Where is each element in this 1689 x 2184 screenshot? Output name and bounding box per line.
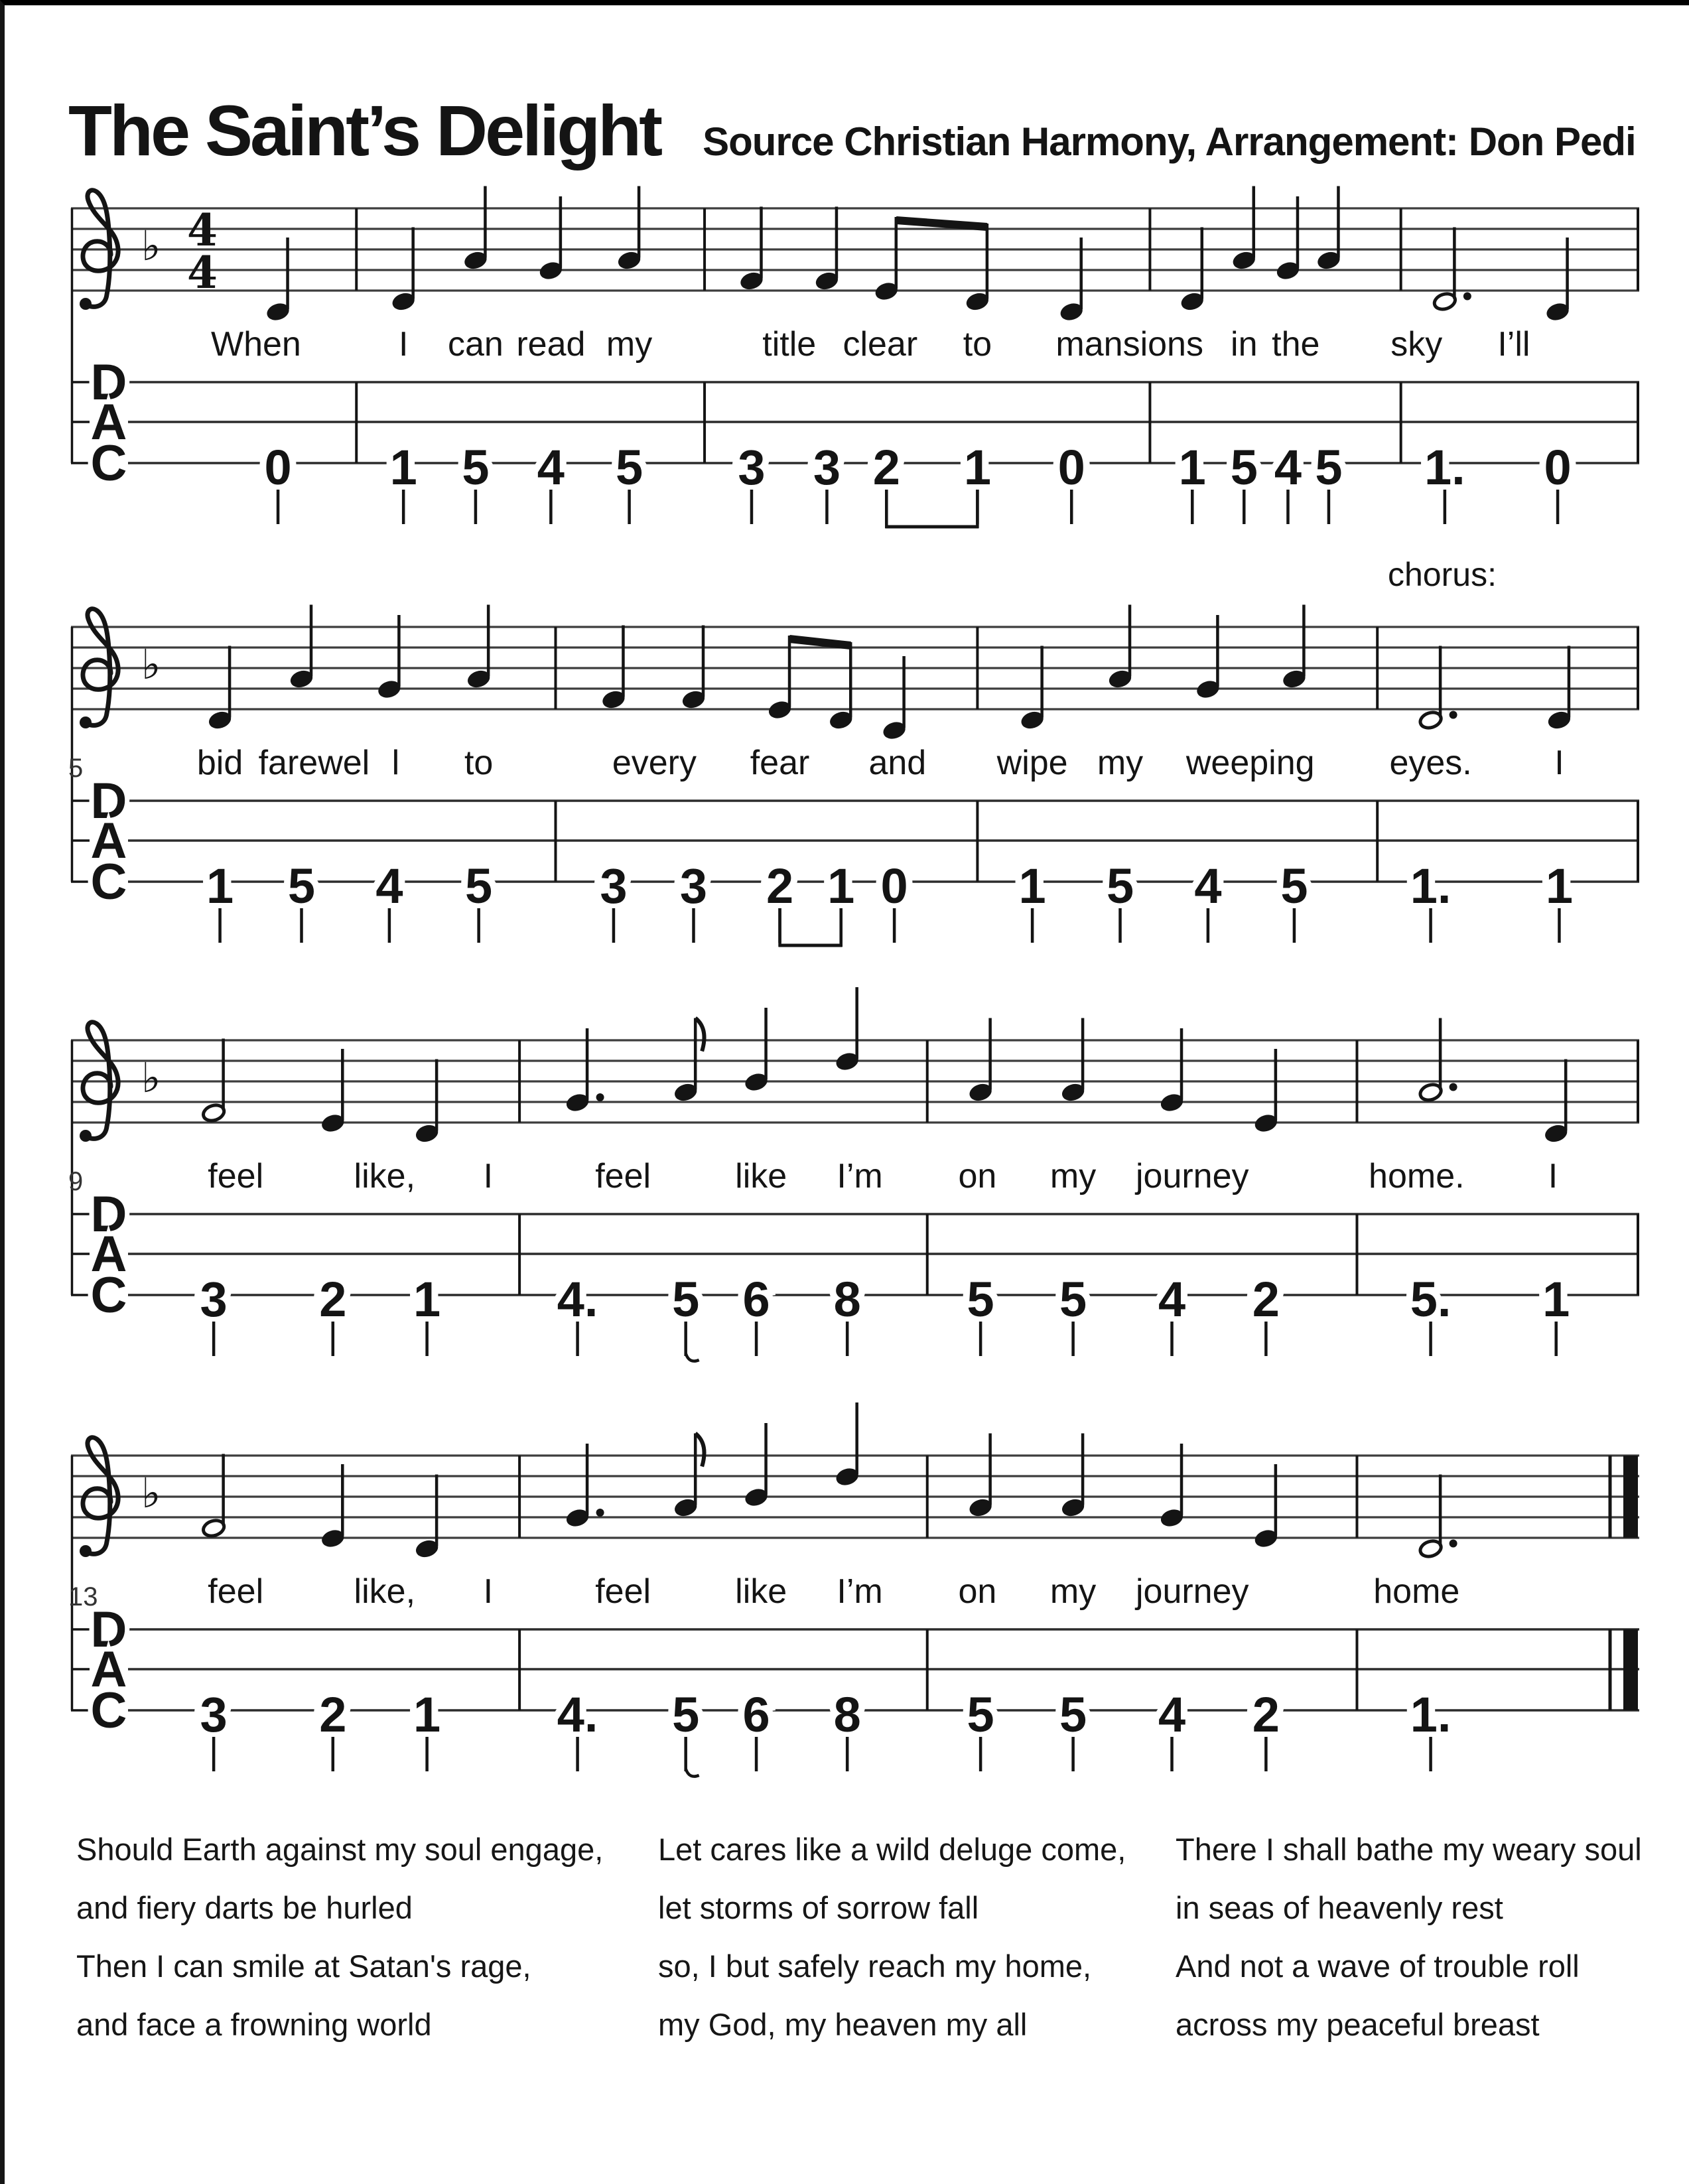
measure-number: 9 — [68, 1167, 84, 1196]
tab-number: 8 — [833, 1272, 861, 1327]
lyric-word: my — [1049, 1572, 1097, 1611]
lyric-word: home. — [1369, 1157, 1465, 1195]
lyric-word: home — [1373, 1572, 1460, 1611]
lyric-word: When — [211, 325, 301, 364]
verse-line: Then I can smile at Satan's rage, — [76, 1948, 531, 1984]
tab-number: 4 — [1158, 1687, 1186, 1742]
tab-number: 4 — [1158, 1272, 1186, 1327]
tab-number: 1 — [1018, 858, 1046, 914]
flat-icon: ♭ — [141, 1054, 161, 1102]
tab-number: 5 — [967, 1687, 994, 1742]
chorus-label: chorus: — [1388, 556, 1497, 593]
tab-number: 1. — [1410, 1687, 1452, 1742]
augmentation-dot — [596, 1093, 604, 1101]
tab-string-label: D — [90, 1186, 127, 1243]
lyric-word: farewel — [258, 744, 370, 782]
system-2 — [68, 556, 1639, 947]
tab-number: 1 — [413, 1272, 441, 1327]
lyric-word: journey — [1135, 1157, 1249, 1195]
verse-line: and face a frowning world — [76, 2007, 432, 2042]
note — [744, 1008, 769, 1093]
tab-number: 4 — [375, 858, 403, 914]
tab-number: 1 — [827, 858, 855, 914]
lyric-word: bid — [196, 744, 243, 782]
lyric-word: clear — [843, 325, 918, 364]
lyric-word: like, — [354, 1157, 416, 1195]
lyric-word: journey — [1135, 1572, 1249, 1611]
tab-number: 5 — [616, 440, 643, 495]
tab-number: 0 — [1057, 440, 1085, 495]
tab-number: 3 — [600, 858, 628, 914]
lyric-word: title — [762, 325, 817, 364]
tab-number: 5. — [1410, 1272, 1452, 1327]
lyric-word: I — [1554, 744, 1564, 782]
lyric-word: to — [464, 744, 494, 782]
tab-number: 0 — [264, 440, 292, 495]
augmentation-dot — [1450, 711, 1457, 719]
verse-line: my God, my heaven my all — [658, 2007, 1028, 2042]
tab-number: 5 — [1059, 1687, 1087, 1742]
note — [835, 987, 860, 1072]
verse-column-2 — [658, 1820, 1126, 2054]
tab-number: 1. — [1424, 440, 1465, 495]
lyric-word: my — [1049, 1157, 1097, 1195]
tab-number: 2 — [872, 440, 900, 495]
tab-number: 3 — [200, 1272, 228, 1327]
tab-number: 1 — [1545, 858, 1574, 914]
verse-line: Let cares like a wild deluge come, — [658, 1832, 1126, 1867]
lyric-word: eyes. — [1389, 744, 1472, 782]
title-bar — [68, 89, 1636, 172]
lyric-word: feel — [595, 1157, 651, 1195]
lyric-word: weeping — [1185, 744, 1315, 782]
lyric-word: feel — [208, 1572, 264, 1611]
tab-number: 1 — [1178, 440, 1206, 495]
verse-line: Should Earth against my soul engage, — [76, 1832, 604, 1867]
lyric-word: fear — [750, 744, 810, 782]
tab-string-label: C — [90, 1682, 127, 1739]
tab-number: 6 — [742, 1272, 770, 1327]
treble-clef-icon — [80, 1545, 92, 1557]
verse-line: There I shall bathe my weary soul — [1176, 1832, 1642, 1867]
strum-eighth-flag — [686, 1353, 699, 1361]
tab-string-label: A — [90, 813, 127, 869]
time-signature-bottom: 4 — [187, 247, 218, 299]
note — [965, 224, 990, 312]
lyric-word: feel — [595, 1572, 651, 1611]
tab-number: 6 — [742, 1687, 770, 1742]
tab-number: 4. — [557, 1272, 598, 1327]
lyric-word: like — [735, 1157, 787, 1195]
tab-number: 1. — [1410, 858, 1452, 914]
tab-number: 5 — [1106, 858, 1134, 914]
lyric-word: in — [1231, 325, 1258, 364]
tab-number: 4. — [557, 1687, 598, 1742]
tab-number: 5 — [1230, 440, 1258, 495]
lyric-word: I — [1548, 1157, 1558, 1195]
lyric-word: I — [483, 1157, 494, 1195]
lyric-word: I — [398, 325, 409, 364]
treble-clef-icon — [80, 717, 92, 728]
verse-column-1 — [76, 1820, 603, 2054]
tab-number: 4 — [1274, 440, 1302, 495]
lyric-word: l — [391, 744, 400, 782]
lyric-word: and — [868, 744, 927, 782]
lyric-word: my — [606, 325, 653, 364]
verse-line: let storms of sorrow fall — [658, 1890, 979, 1925]
note — [835, 1402, 860, 1487]
lyric-word: to — [963, 325, 992, 364]
tab-number: 5 — [287, 858, 316, 914]
tab-string-label: C — [90, 1267, 127, 1324]
tab-number: 5 — [1315, 440, 1343, 495]
tab-string-label: A — [90, 1641, 127, 1698]
lyric-word: wipe — [996, 744, 1068, 782]
lyric-word: feel — [208, 1157, 264, 1195]
eighth-beam — [789, 639, 850, 646]
tab-number: 5 — [1280, 858, 1308, 914]
final-thick-barline — [1623, 1629, 1638, 1710]
tab-number: 1 — [963, 440, 991, 495]
augmentation-dot — [1450, 1540, 1457, 1548]
lyric-word: I’m — [837, 1157, 883, 1195]
tab-number: 1 — [413, 1687, 441, 1742]
lyric-word: the — [1272, 325, 1320, 364]
tab-number: 2 — [319, 1272, 347, 1327]
tab-number: 3 — [679, 858, 708, 914]
verse-line: And not a wave of trouble roll — [1176, 1948, 1580, 1984]
augmentation-dot — [1450, 1083, 1457, 1091]
lyric-word: on — [958, 1157, 997, 1195]
tab-number: 1 — [389, 440, 417, 495]
system-4 — [68, 1402, 1639, 1777]
tab-number: 1 — [206, 858, 234, 914]
treble-clef-icon — [80, 1130, 92, 1142]
tab-number: 2 — [766, 858, 794, 914]
tab-number: 2 — [1252, 1687, 1280, 1742]
tab-string-label: C — [90, 435, 127, 492]
tab-number: 5 — [967, 1272, 994, 1327]
system-3 — [68, 987, 1639, 1361]
lyric-word: like, — [354, 1572, 416, 1611]
lyric-word: on — [958, 1572, 997, 1611]
verse-line: so, I but safely reach my home, — [658, 1948, 1092, 1984]
tab-number: 8 — [833, 1687, 861, 1742]
tab-number: 0 — [880, 858, 908, 914]
final-thick-barline — [1623, 1456, 1638, 1538]
page-subtitle: Source Christian Harmony, Arrangement: Don Pedi — [703, 119, 1636, 164]
lyric-word: sky — [1390, 325, 1443, 364]
tab-number: 5 — [672, 1687, 700, 1742]
note — [828, 642, 853, 731]
lyric-word: read — [516, 325, 586, 364]
page-title: The Saint’s Delight — [68, 90, 661, 171]
lyric-word: I’ll — [1497, 325, 1530, 364]
tab-number: 4 — [1194, 858, 1222, 914]
tab-string-label: D — [90, 773, 127, 829]
treble-clef-icon — [80, 298, 92, 310]
tab-string-label: D — [90, 354, 127, 411]
lyric-word: can — [447, 325, 504, 364]
lyric-word: like — [735, 1572, 787, 1611]
lyric-word: every — [612, 744, 697, 782]
tab-number: 5 — [1059, 1272, 1087, 1327]
eighth-beam — [896, 220, 987, 227]
tab-number: 2 — [319, 1687, 347, 1742]
tab-string-label: A — [90, 394, 127, 450]
strum-eighth-flag — [686, 1769, 699, 1777]
augmentation-dot — [596, 1509, 604, 1517]
flat-icon: ♭ — [141, 1469, 161, 1517]
tab-number: 5 — [672, 1272, 700, 1327]
lyric-word: I’m — [837, 1572, 883, 1611]
verse-line: in seas of heavenly rest — [1176, 1890, 1503, 1925]
measure-number: 13 — [68, 1582, 98, 1611]
time-signature-top: 4 — [187, 204, 218, 256]
verse-column-3 — [1176, 1820, 1642, 2054]
tab-number: 3 — [200, 1687, 228, 1742]
lyric-word: mansions — [1055, 325, 1203, 364]
tab-number: 2 — [1252, 1272, 1280, 1327]
tab-string-label: D — [90, 1602, 127, 1658]
tab-number: 3 — [738, 440, 766, 495]
lyric-word: my — [1097, 744, 1144, 782]
tab-number: 1 — [1542, 1272, 1570, 1327]
note — [744, 1423, 769, 1508]
tab-number: 3 — [813, 440, 841, 495]
tab-string-label: A — [90, 1226, 127, 1282]
tab-string-label: C — [90, 854, 127, 910]
verse-line: and fiery darts be hurled — [76, 1890, 413, 1925]
tab-number: 5 — [465, 858, 493, 914]
measure-number: 5 — [68, 754, 84, 783]
augmentation-dot — [1463, 293, 1471, 301]
tab-number: 4 — [537, 440, 565, 495]
verse-line: across my peaceful breast — [1176, 2007, 1540, 2042]
tab-number: 5 — [462, 440, 490, 495]
tab-number: 0 — [1544, 440, 1572, 495]
system-1 — [71, 186, 1639, 529]
flat-icon: ♭ — [141, 222, 161, 270]
lyric-word: I — [483, 1572, 494, 1611]
flat-icon: ♭ — [141, 640, 161, 689]
